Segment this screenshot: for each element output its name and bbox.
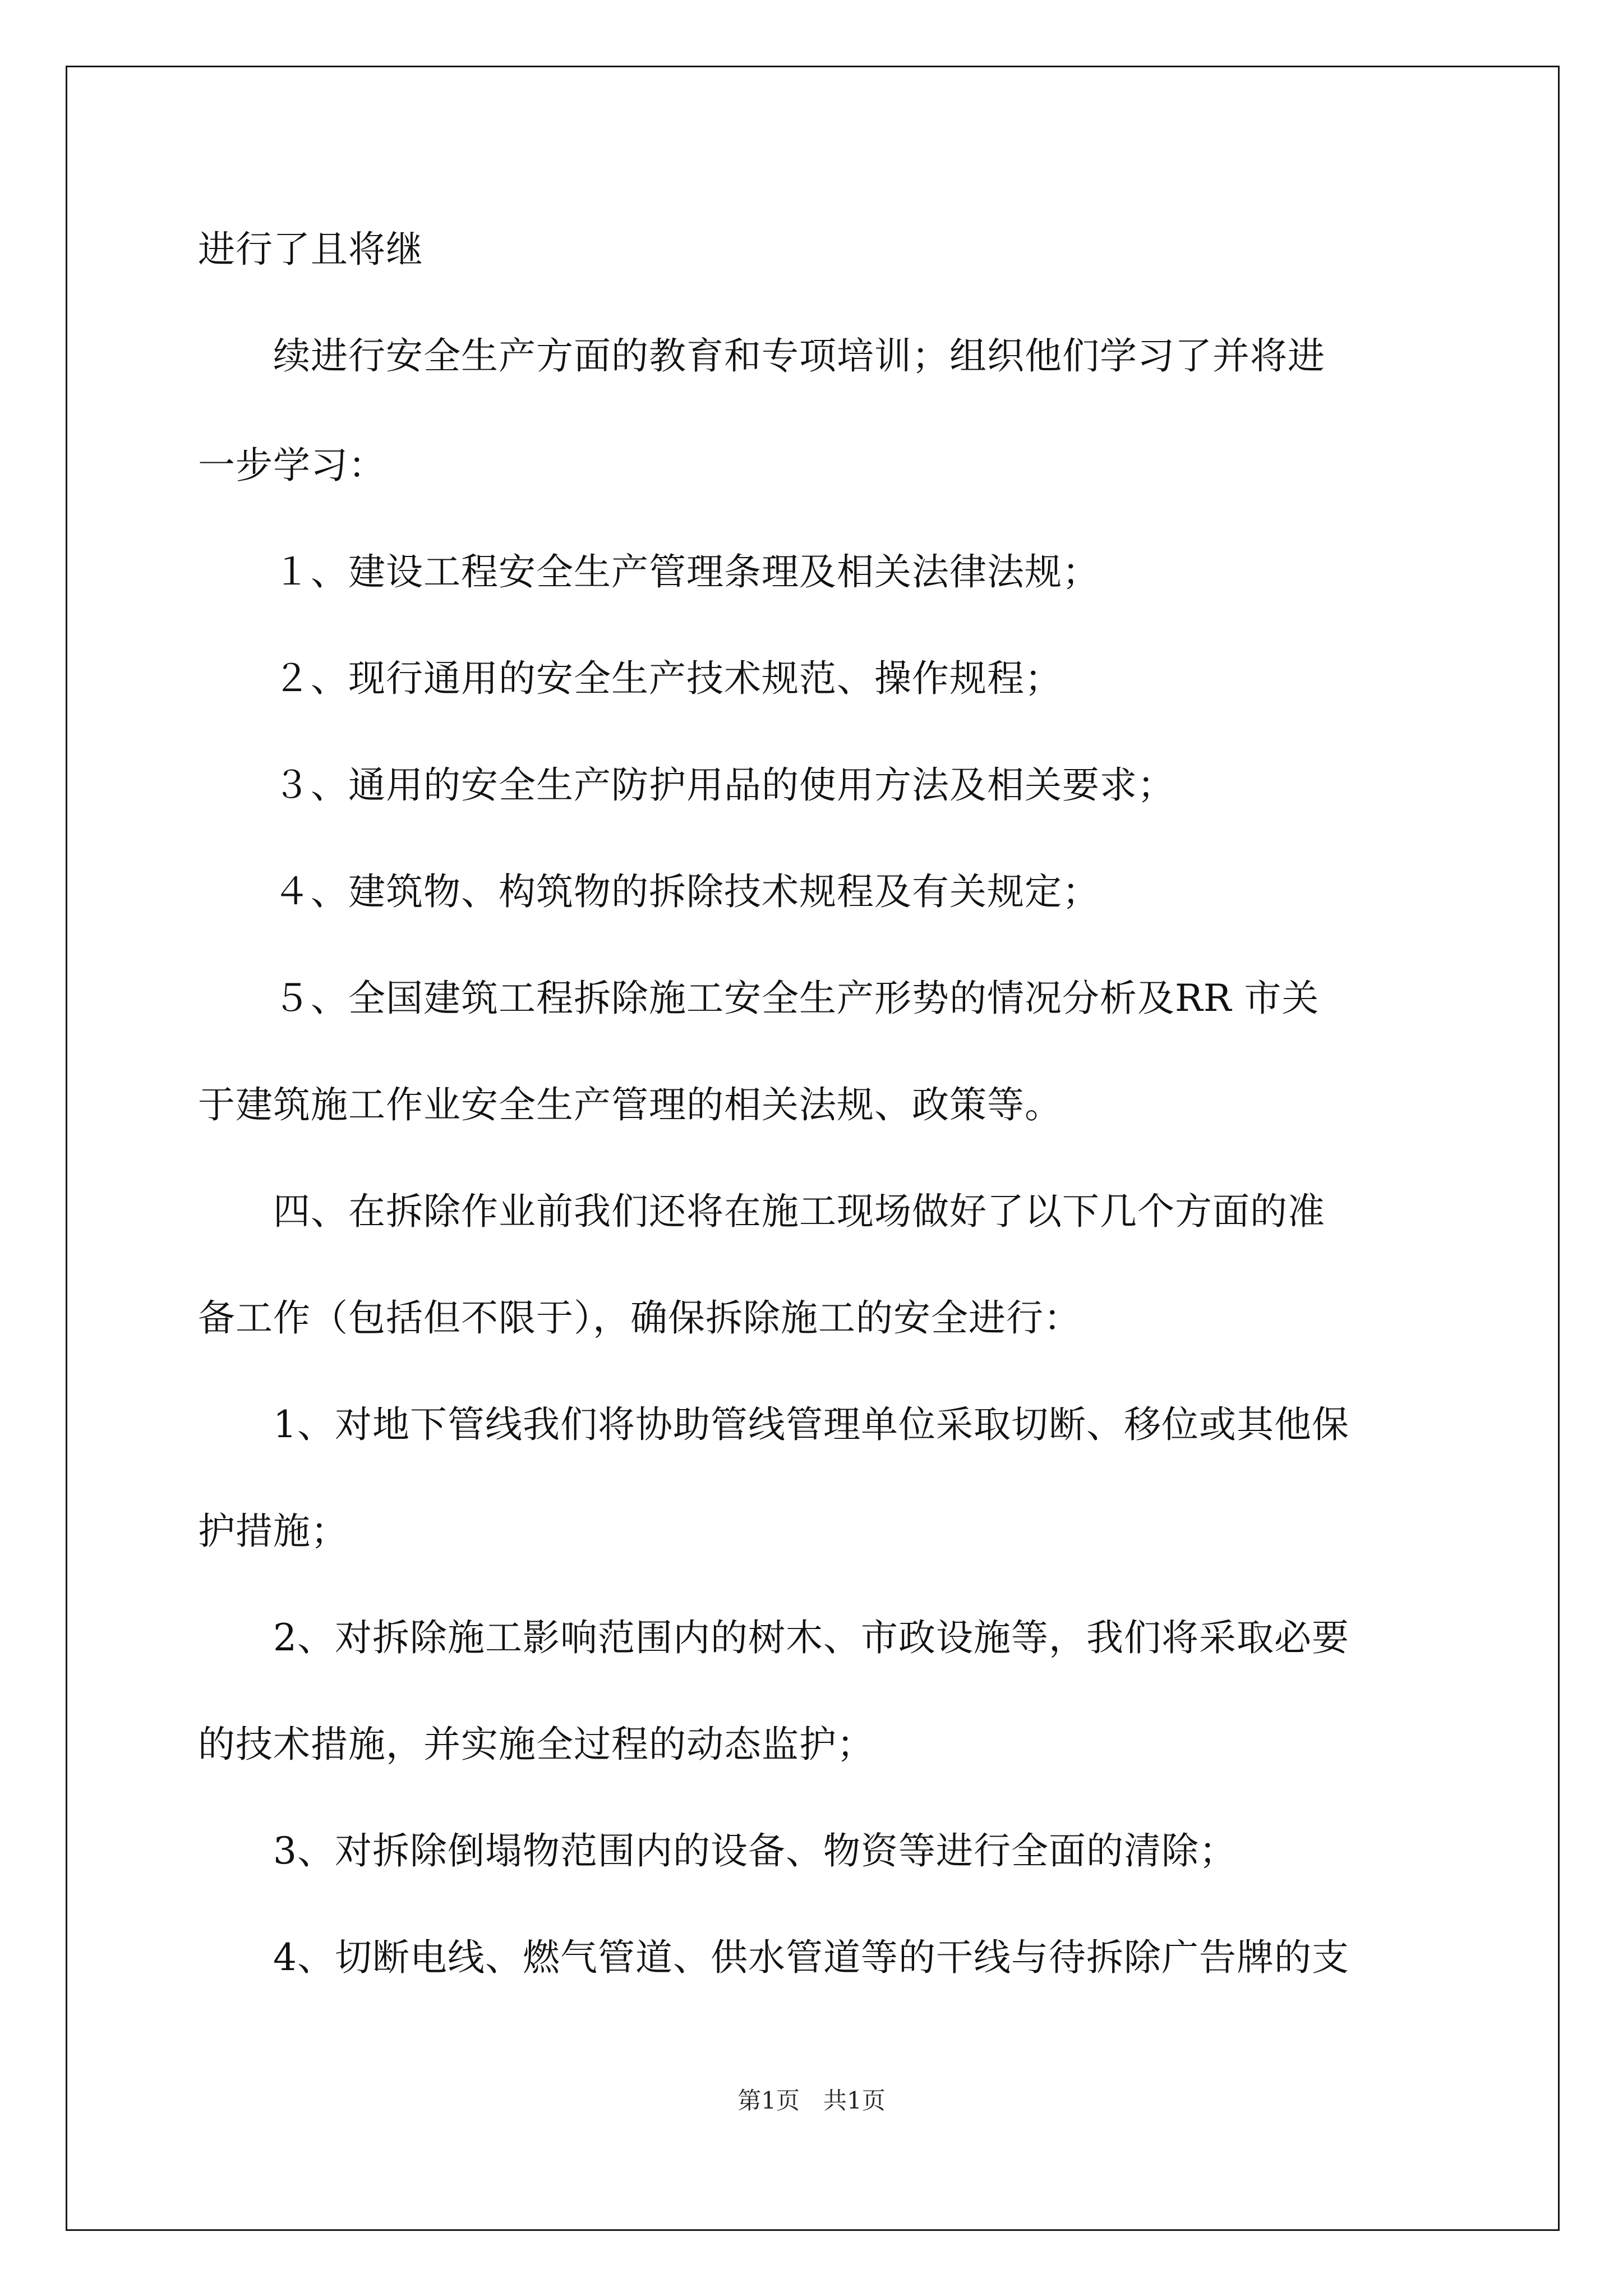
text-line: ４、建筑物、构筑物的拆除技术规程及有关规定； [198, 870, 1100, 913]
text-line: 于建筑施工作业安全生产管理的相关法规、政策等。 [198, 1083, 1062, 1126]
text-line: 备工作（包括但不限于），确保拆除施工的安全进行： [198, 1296, 1081, 1340]
text-line: 进行了且将继 [198, 228, 423, 271]
text-line: 四、在拆除作业前我们还将在施工现场做好了以下几个方面的准 [198, 1190, 1325, 1233]
text-line: ５、全国建筑工程拆除施工安全生产形势的情况分析及RR 市关 [198, 977, 1320, 1020]
page-number-footer: 第1页 共1页 [737, 2087, 886, 2114]
text-line: 3、对拆除倒塌物范围内的设备、物资等进行全面的清除； [198, 1829, 1237, 1872]
text-line: 的技术措施，并实施全过程的动态监护； [198, 1723, 874, 1766]
text-line: １、建设工程安全生产管理条理及相关法律法规； [198, 550, 1100, 593]
text-line: 护措施； [198, 1510, 348, 1553]
text-line: 1、对地下管线我们将协助管线管理单位采取切断、移位或其他保 [198, 1403, 1349, 1446]
text-line: ２、现行通用的安全生产技术规范、操作规程； [198, 657, 1062, 700]
page-border [66, 66, 1560, 2231]
text-line: 4、切断电线、燃气管道、供水管道等的干线与待拆除广告牌的支 [198, 1936, 1349, 1979]
text-line: 一步学习： [198, 444, 386, 487]
text-line: ３、通用的安全生产防护用品的使用方法及相关要求； [198, 763, 1175, 807]
text-line: 续进行安全生产方面的教育和专项培训；组织他们学习了并将进 [198, 334, 1325, 378]
text-line: 2、对拆除施工影响范围内的树木、市政设施等，我们将采取必要 [198, 1616, 1349, 1659]
